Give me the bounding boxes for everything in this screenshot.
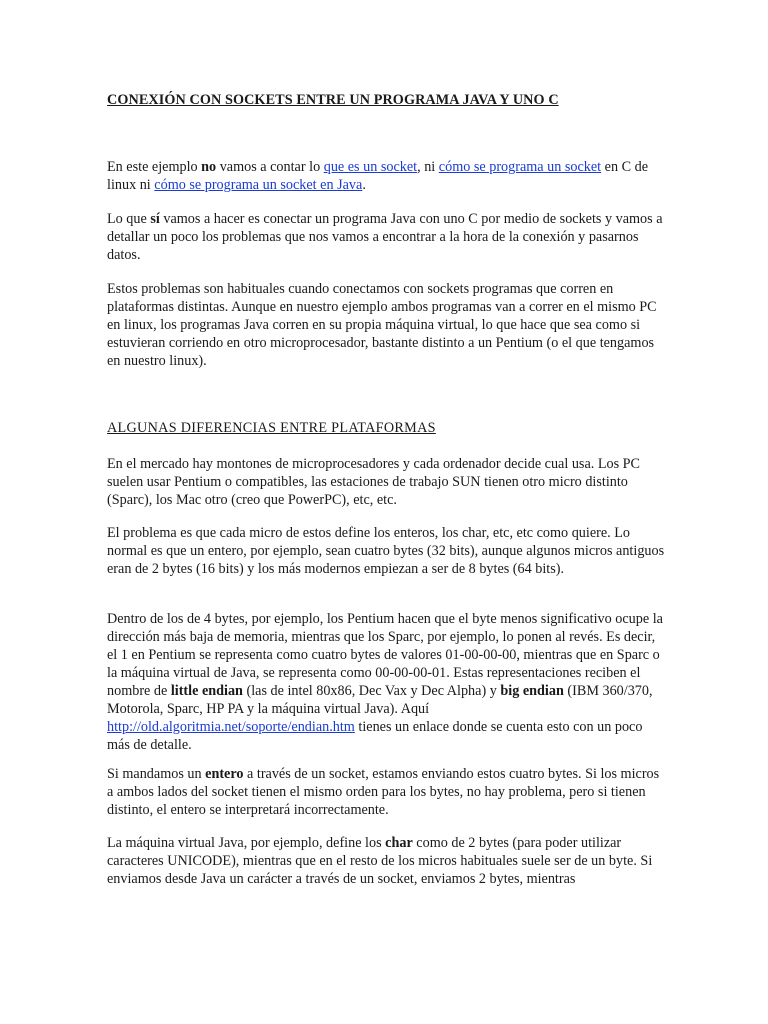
endian-paragraph: [107, 610, 667, 754]
integer-size-paragraph: El problema es que cada micro de estos define los enteros, los char, etc, etc como quiere. Lo normal es que un entero, por ejemplo, sean cuatro bytes (32 bits), aunque algunos micros antiguos eran de 2 bytes (16 bits) y los más modernos empiezan a ser de 8 bytes (64 bits).: [107, 525, 665, 577]
integer-socket-paragraph: [107, 765, 667, 819]
bold-text: big endian: [500, 683, 564, 699]
text-fragment: Si mandamos un: [107, 766, 206, 782]
text-fragment: Lo que: [107, 211, 151, 227]
section-heading: ALGUNAS DIFERENCIAS ENTRE PLATAFORMAS: [107, 420, 436, 436]
goal-paragraph: [107, 210, 667, 264]
link-que-es-un-socket[interactable]: que es un socket: [323, 159, 418, 175]
text-fragment: (IBM 360/370, Motorola, Sparc, HP PA y la máquina virtual Java). Aquí: [107, 683, 653, 717]
text-fragment: vamos a contar lo: [216, 159, 324, 175]
link-como-se-programa-socket-java[interactable]: cómo se programa un socket en Java: [154, 177, 363, 193]
bold-text: no: [201, 159, 217, 175]
text-fragment: En este ejemplo: [107, 159, 202, 175]
char-paragraph: [107, 834, 667, 888]
bold-text: entero: [205, 766, 244, 782]
text-fragment: .: [362, 177, 366, 193]
text-fragment: a través de un socket, estamos enviando estos cuatro bytes. Si los micros a ambos lados del socket tienen el mismo orden para los bytes, no hay problema, pero si tienen distinto, el entero se interpretará incorrectamente.: [107, 766, 660, 818]
bold-text: sí: [150, 211, 160, 227]
bold-text: little endian: [170, 683, 243, 699]
problems-paragraph: Estos problemas son habituales cuando conectamos con sockets programas que corren en plataformas distintas. Aunque en nuestro ejemplo ambos programas van a correr en el mismo PC en linux, los programas Java corren en su propia máquina virtual, lo que hace que sea como si estuvieran corriendo en otro microprocesador, bastante distinto a un Pentium (o el que tengamos en nuestro linux).: [107, 281, 657, 369]
text-fragment: La máquina virtual Java, por ejemplo, define los: [107, 835, 386, 851]
bold-text: char: [385, 835, 413, 851]
page-title: CONEXIÓN CON SOCKETS ENTRE UN PROGRAMA JAVA Y UNO C: [107, 92, 559, 108]
text-fragment: como de 2 bytes (para poder utilizar caracteres UNICODE), mientras que en el resto de los micros habituales suele ser de un byte. Si enviamos desde Java un carácter a través de un socket, enviamos 2 bytes, mientras: [107, 835, 653, 887]
text-fragment: tienes un enlace donde se cuenta esto con un poco más de detalle.: [107, 719, 643, 753]
link-endian-article[interactable]: http://old.algoritmia.net/soporte/endian.htm: [107, 719, 355, 735]
text-fragment: (las de intel 80x86, Dec Vax y Dec Alpha) y: [242, 683, 501, 699]
intro-paragraph: [107, 158, 667, 194]
text-fragment: vamos a hacer es conectar un programa Java con uno C por medio de sockets y vamos a detallar un poco los problemas que nos vamos a encontrar a la hora de la conexión y pasarnos datos.: [107, 211, 663, 263]
text-fragment: , ni: [417, 159, 439, 175]
link-como-se-programa-socket-c[interactable]: cómo se programa un socket: [438, 159, 602, 175]
market-paragraph: En el mercado hay montones de microprocesadores y cada ordenador decide cual usa. Los PC suelen usar Pentium o compatibles, las estaciones de trabajo SUN tienen otro micro distinto (Sparc), los Mac otro (creo que PowerPC), etc, etc.: [107, 456, 641, 508]
text-fragment: Dentro de los de 4 bytes, por ejemplo, los Pentium hacen que el byte menos significativo ocupe la dirección más baja de memoria, mientras que los Sparc, por ejemplo, lo ponen al revés. Es decir, el 1 en Pentium se representa como cuatro bytes de valores 01-00-00-00, mientras que en Sparc o la máquina virtual de Java, se representa como 00-00-00-01. Estas representaciones reciben el nombre de: [107, 611, 663, 699]
text-fragment: en C de linux ni: [107, 159, 649, 193]
